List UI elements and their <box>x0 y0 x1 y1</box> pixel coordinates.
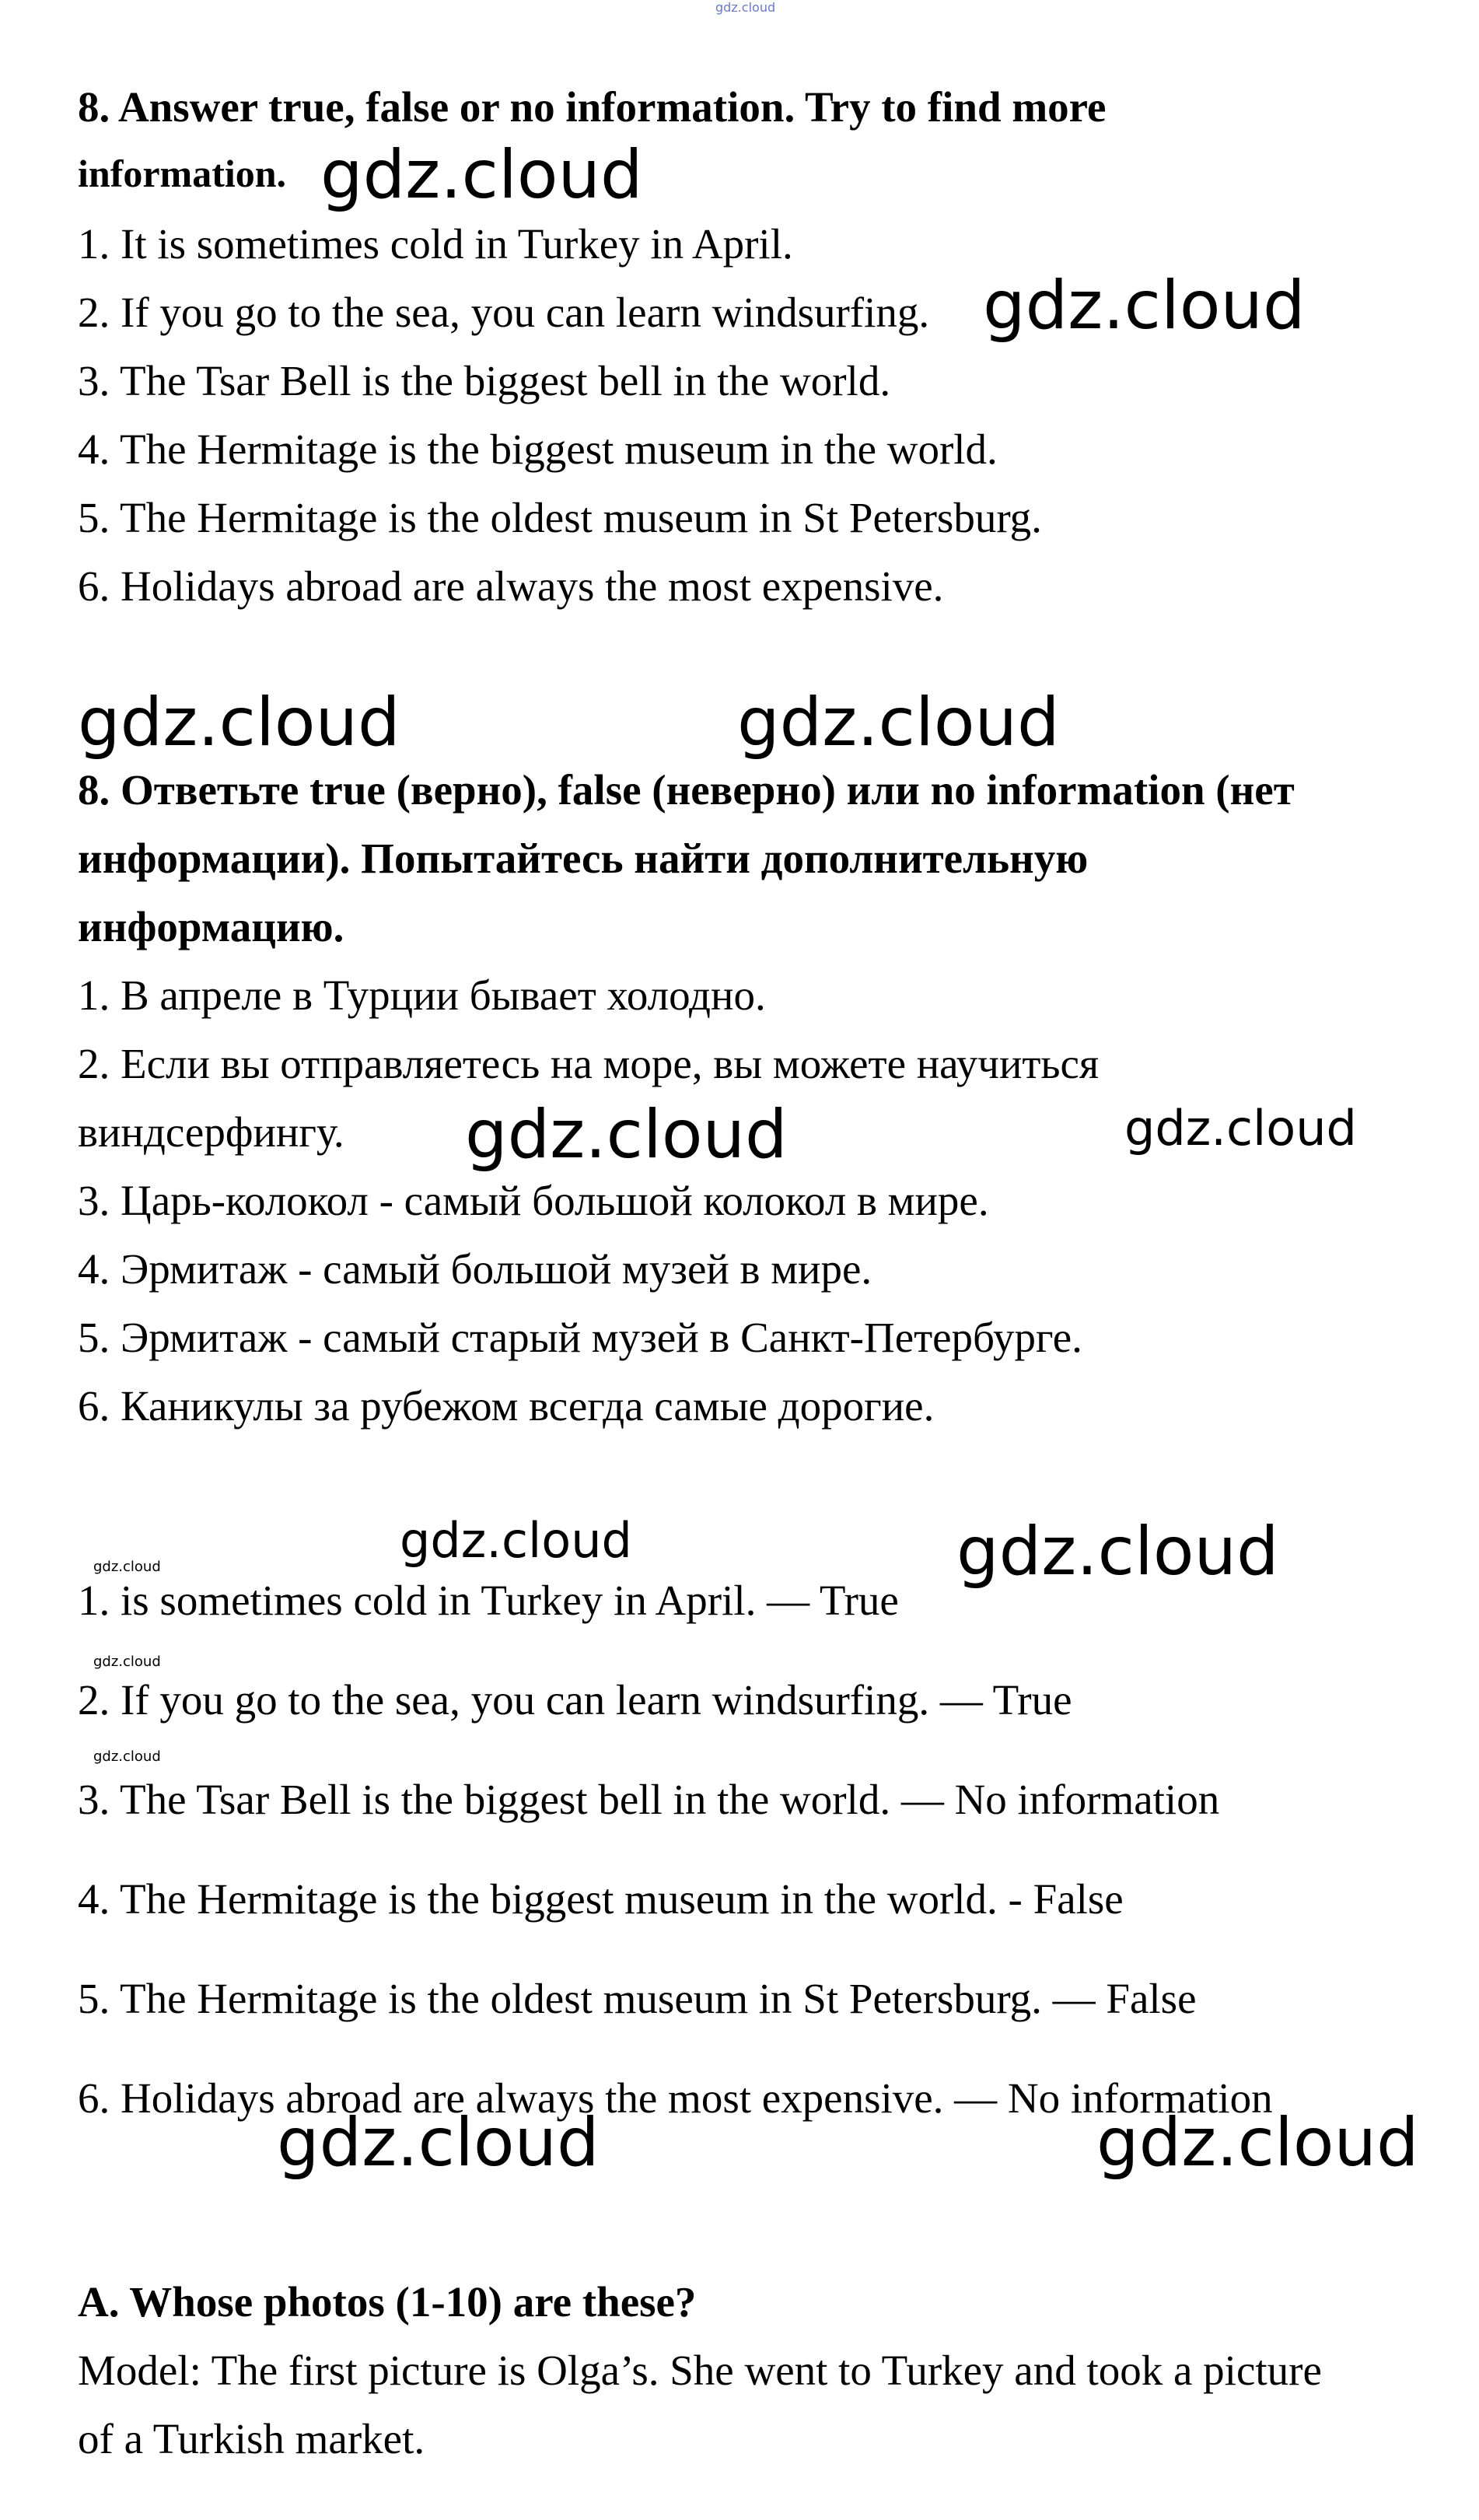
answer-item-4: 4. The Hermitage is the biggest museum in the world. - False <box>78 1875 1124 1923</box>
watermark: gdz.cloud <box>1124 1100 1357 1157</box>
watermark-small: gdz.cloud <box>93 1748 161 1765</box>
russian-task-heading-line1: 8. Ответьте true (верно), false (неверно) или no information (нет <box>78 766 1295 814</box>
russian-item-4: 4. Эрмитаж - самый большой музей в мире. <box>78 1245 872 1293</box>
english-item-6: 6. Holidays abroad are always the most expensive. <box>78 562 944 610</box>
english-item-2: 2. If you go to the sea, you can learn windsurfing. <box>78 289 930 336</box>
watermark: gdz.cloud <box>465 1096 788 1174</box>
watermark-top: gdz.cloud <box>715 0 776 15</box>
english-task-heading-line1: 8. Answer true, false or no information. Try to find more <box>78 83 1107 131</box>
russian-item-6: 6. Каникулы за рубежом всегда самые дорогие. <box>78 1382 935 1430</box>
russian-task-heading-line3: информацию. <box>78 903 344 950</box>
watermark: gdz.cloud <box>320 136 643 214</box>
russian-item-2-cont: виндсерфингу. <box>78 1108 344 1156</box>
watermark: gdz.cloud <box>400 1512 632 1569</box>
russian-item-2: 2. Если вы отправляетесь на море, вы можете научиться <box>78 1040 1100 1087</box>
russian-item-5: 5. Эрмитаж - самый старый музей в Санкт-Петербурге. <box>78 1314 1082 1361</box>
answer-item-3: 3. The Tsar Bell is the biggest bell in the world. — No information <box>78 1776 1220 1823</box>
english-item-5: 5. The Hermitage is the oldest museum in St Petersburg. <box>78 494 1042 541</box>
watermark-small: gdz.cloud <box>93 1559 161 1575</box>
watermark: gdz.cloud <box>983 267 1306 345</box>
next-task-model-line2: of a Turkish market. <box>78 2415 425 2462</box>
answer-item-6: 6. Holidays abroad are always the most expensive. — No information <box>78 2074 1273 2122</box>
answer-item-1: 1. is sometimes cold in Turkey in April. — True <box>78 1577 899 1624</box>
english-item-4: 4. The Hermitage is the biggest museum in the world. <box>78 425 998 473</box>
english-item-3: 3. The Tsar Bell is the biggest bell in the world. <box>78 357 891 404</box>
watermark: gdz.cloud <box>956 1513 1279 1591</box>
english-task-heading-line2: information. <box>78 152 287 195</box>
english-item-1: 1. It is sometimes cold in Turkey in April. <box>78 220 793 268</box>
watermark: gdz.cloud <box>1096 2104 1419 2182</box>
next-task-heading: A. Whose photos (1-10) are these? <box>78 2278 697 2326</box>
russian-task-heading-line2: информации). Попытайтесь найти дополнительную <box>78 835 1089 882</box>
watermark: gdz.cloud <box>737 684 1060 761</box>
answer-item-2: 2. If you go to the sea, you can learn windsurfing. — True <box>78 1676 1072 1724</box>
watermark: gdz.cloud <box>78 684 400 761</box>
watermark-small: gdz.cloud <box>93 1654 161 1670</box>
answer-item-5: 5. The Hermitage is the oldest museum in St Petersburg. — False <box>78 1975 1197 2022</box>
russian-item-3: 3. Царь-колокол - самый большой колокол в мире. <box>78 1177 989 1224</box>
next-task-model-line1: Model: The first picture is Olga’s. She went to Turkey and took a picture <box>78 2347 1322 2394</box>
watermark: gdz.cloud <box>277 2104 600 2182</box>
russian-item-1: 1. В апреле в Турции бывает холодно. <box>78 971 766 1019</box>
